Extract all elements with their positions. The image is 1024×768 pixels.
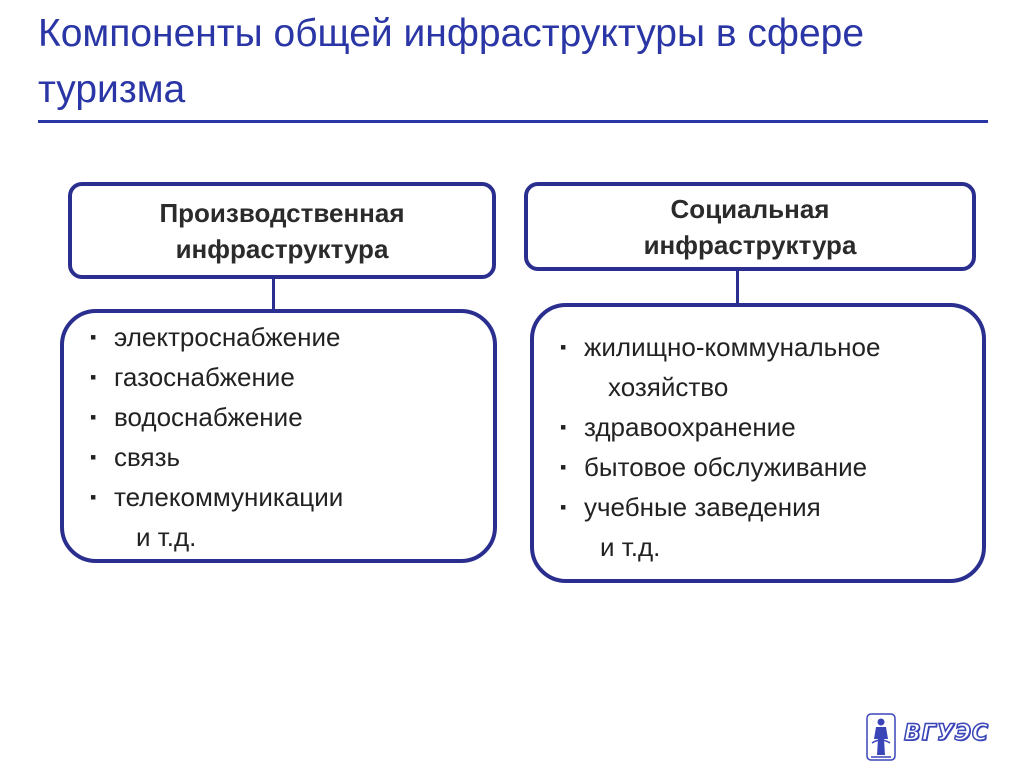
university-logo-text: ВГУЭС bbox=[904, 721, 990, 746]
list-item-label: электроснабжение bbox=[114, 322, 341, 352]
list-item bbox=[88, 437, 493, 477]
list-item bbox=[88, 397, 493, 437]
bullet-icon: ▪ bbox=[560, 337, 567, 357]
university-logo bbox=[866, 713, 992, 763]
list-item-label: здравоохранение bbox=[584, 412, 796, 442]
production-header-line2: инфраструктура bbox=[175, 233, 389, 264]
list-item bbox=[558, 487, 982, 527]
list-item bbox=[88, 317, 493, 357]
list-item bbox=[558, 407, 982, 447]
list-item bbox=[558, 447, 982, 487]
list-item-label: жилищно-коммунальное bbox=[584, 332, 881, 362]
social-header-line1: Социальная bbox=[670, 193, 830, 224]
social-header-line2: инфраструктура bbox=[643, 229, 857, 260]
list-item-label: бытовое обслуживание bbox=[584, 452, 868, 482]
list-item bbox=[88, 477, 493, 517]
production-connector-line bbox=[272, 279, 275, 311]
bullet-icon: ▪ bbox=[90, 487, 97, 507]
list-item-label: газоснабжение bbox=[114, 362, 295, 392]
list-item-label: телекоммуникации bbox=[114, 482, 344, 512]
production-header-line1: Производственная bbox=[159, 197, 405, 228]
bullet-icon: ▪ bbox=[560, 497, 567, 517]
social-infrastructure-header bbox=[524, 182, 976, 271]
bullet-icon: ▪ bbox=[90, 407, 97, 427]
bullet-icon: ▪ bbox=[90, 327, 97, 347]
production-infrastructure-header bbox=[68, 182, 496, 279]
bullet-icon: ▪ bbox=[90, 447, 97, 467]
bullet-icon: ▪ bbox=[560, 417, 567, 437]
title-divider bbox=[38, 120, 988, 123]
list-item bbox=[88, 357, 493, 397]
production-infrastructure-list bbox=[60, 309, 497, 563]
page-title: Компоненты общей инфраструктуры в сфере туризма bbox=[38, 12, 865, 111]
university-emblem-icon bbox=[866, 713, 896, 761]
list-item-label: связь bbox=[114, 442, 181, 472]
bullet-icon: ▪ bbox=[90, 367, 97, 387]
social-infrastructure-list bbox=[530, 303, 986, 583]
list-item-continuation: хозяйство bbox=[608, 372, 729, 402]
bullet-icon: ▪ bbox=[560, 457, 567, 477]
list-item-label: водоснабжение bbox=[114, 402, 303, 432]
list-item bbox=[558, 327, 982, 367]
social-connector-line bbox=[736, 271, 739, 305]
list-tail-etc: и т.д. bbox=[136, 522, 197, 552]
list-tail-etc: и т.д. bbox=[600, 532, 661, 562]
list-item-label: учебные заведения bbox=[584, 492, 821, 522]
